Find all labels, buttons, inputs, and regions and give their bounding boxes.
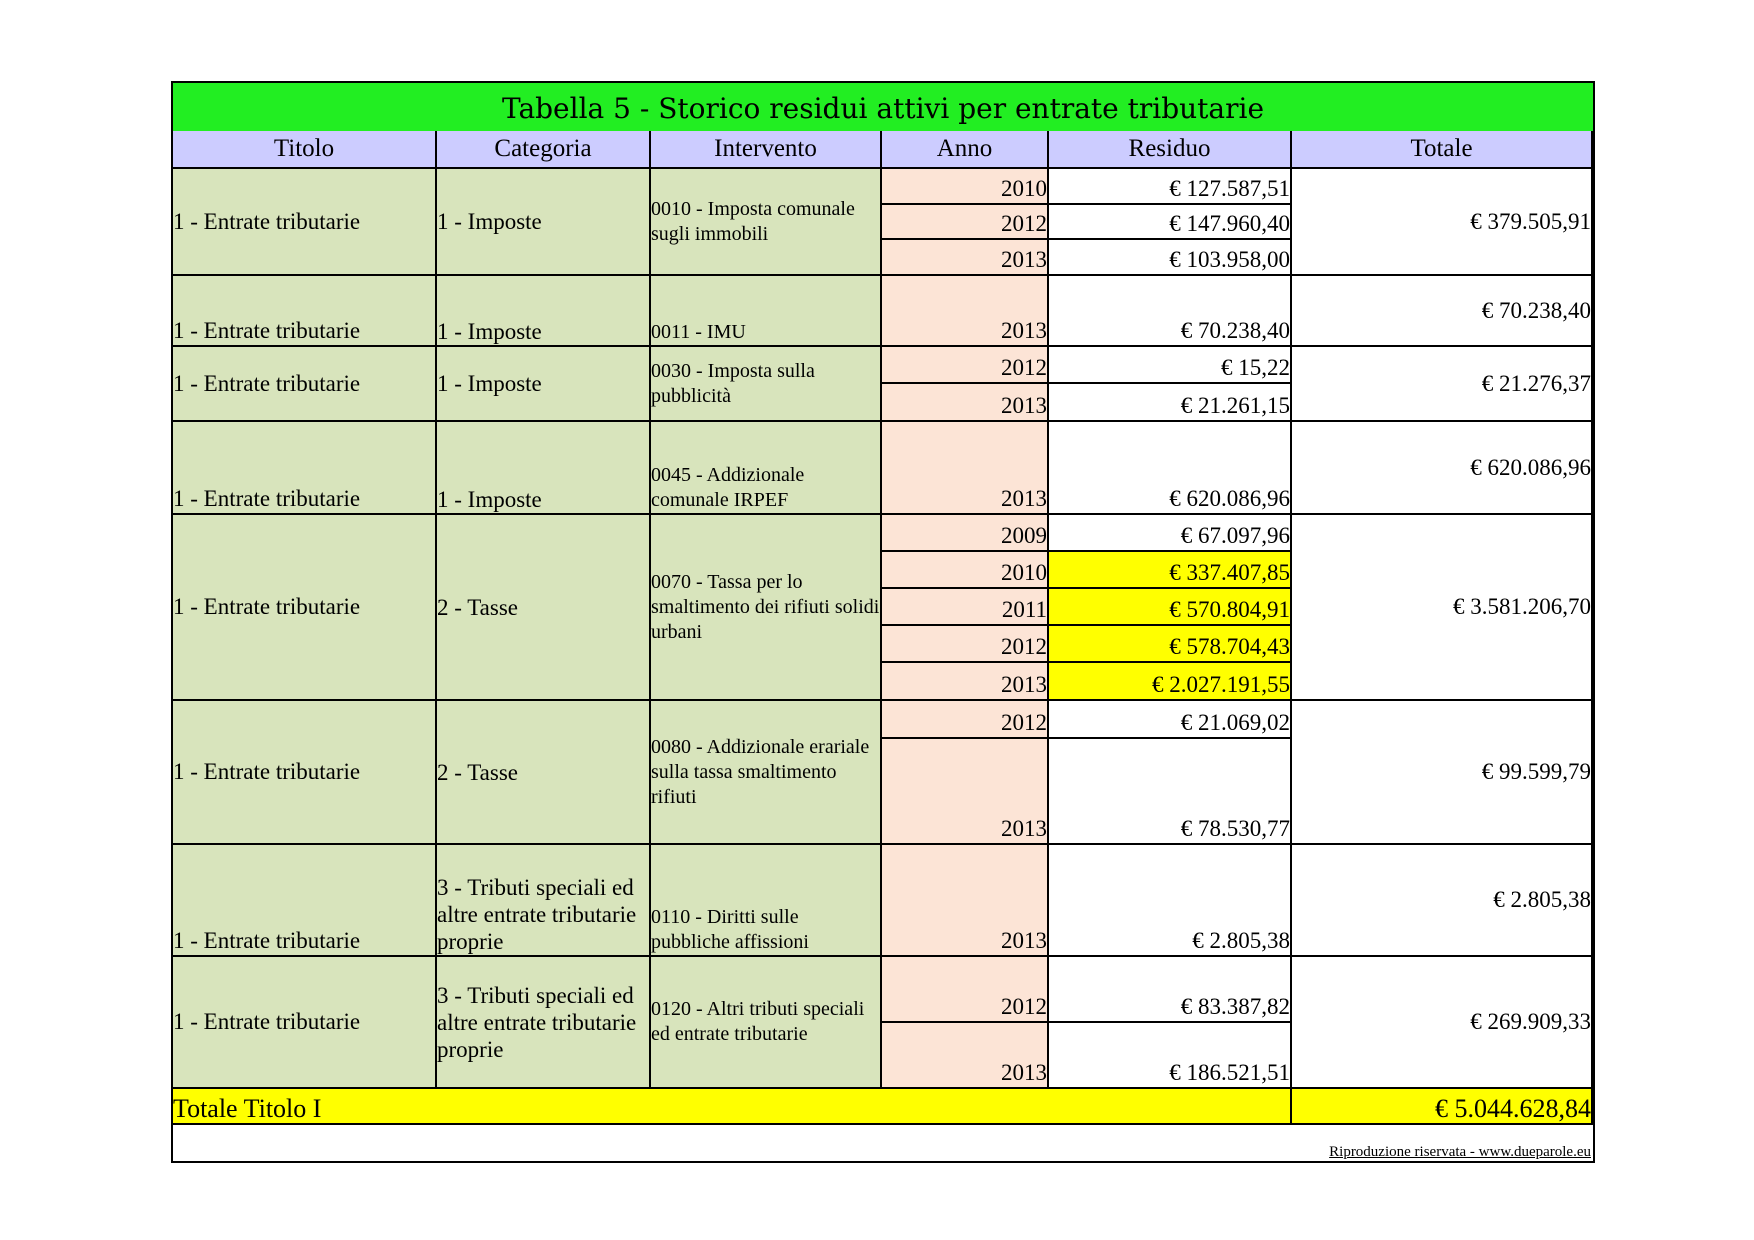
cell-titolo bbox=[173, 845, 437, 957]
cell-anno bbox=[882, 384, 1049, 422]
cell-residuo-text: € 21.261,15 bbox=[1180, 393, 1290, 418]
cell-titolo-text: 1 - Entrate tributarie bbox=[173, 370, 361, 396]
cell-anno bbox=[882, 552, 1049, 589]
cell-intervento bbox=[651, 347, 882, 422]
cell-anno-text: 2013 bbox=[1001, 928, 1047, 953]
column-header-titolo bbox=[173, 131, 437, 169]
cell-intervento-text: 0110 - Diritti sulle pubbliche affissioni bbox=[651, 906, 809, 953]
cell-categoria bbox=[437, 957, 651, 1089]
cell-anno bbox=[882, 422, 1049, 515]
cell-residuo-text: € 2.805,38 bbox=[1192, 928, 1290, 953]
cell-anno-text: 2012 bbox=[1001, 710, 1047, 735]
cell-residuo-text: € 147.960,40 bbox=[1169, 211, 1290, 236]
cell-anno bbox=[882, 845, 1049, 957]
cell-titolo-text: 1 - Entrate tributarie bbox=[173, 594, 361, 619]
total-label-text: Totale Titolo I bbox=[173, 1094, 322, 1123]
column-header-intervento-text: Intervento bbox=[714, 135, 817, 162]
cell-residuo bbox=[1049, 739, 1292, 845]
cell-categoria-text: 3 - Tributi speciali ed altre entrate tributarie proprie bbox=[437, 875, 637, 954]
cell-residuo bbox=[1049, 589, 1292, 626]
cell-residuo-text: € 578.704,43 bbox=[1169, 634, 1290, 659]
column-header-intervento bbox=[651, 131, 882, 169]
cell-titolo bbox=[173, 422, 437, 515]
cell-anno-text: 2010 bbox=[1001, 560, 1047, 585]
cell-totale bbox=[1292, 347, 1593, 422]
table-sheet bbox=[171, 81, 1595, 1163]
cell-anno-text: 2010 bbox=[1001, 176, 1047, 201]
table-title: Tabella 5 - Storico residui attivi per entrate tributarie bbox=[173, 83, 1593, 135]
cell-anno bbox=[882, 701, 1049, 739]
cell-titolo bbox=[173, 701, 437, 845]
cell-anno-text: 2013 bbox=[1001, 672, 1047, 697]
total-label bbox=[173, 1089, 1292, 1125]
cell-titolo-text: 1 - Entrate tributarie bbox=[173, 1009, 361, 1034]
total-value-text: € 5.044.628,84 bbox=[1435, 1094, 1591, 1123]
cell-totale-text: € 379.505,91 bbox=[1470, 208, 1591, 234]
cell-intervento-text: 0120 - Altri tributi speciali ed entrate tributarie bbox=[651, 998, 865, 1045]
cell-residuo-text: € 103.958,00 bbox=[1169, 247, 1290, 272]
cell-categoria-text: 2 - Tasse bbox=[437, 594, 519, 620]
cell-intervento bbox=[651, 845, 882, 957]
cell-residuo-text: € 15,22 bbox=[1221, 355, 1290, 380]
cell-anno bbox=[882, 739, 1049, 845]
cell-intervento-text: 0070 - Tassa per lo smaltimento dei rifiuti solidi urbani bbox=[651, 570, 880, 643]
cell-anno bbox=[882, 589, 1049, 626]
cell-anno-text: 2012 bbox=[1001, 211, 1047, 236]
cell-totale-text: € 2.805,38 bbox=[1493, 887, 1591, 912]
cell-residuo-text: € 2.027.191,55 bbox=[1152, 672, 1290, 697]
cell-residuo bbox=[1049, 276, 1292, 347]
cell-titolo bbox=[173, 276, 437, 347]
cell-totale-text: € 269.909,33 bbox=[1470, 1009, 1591, 1034]
cell-categoria bbox=[437, 347, 651, 422]
column-header-categoria bbox=[437, 131, 651, 169]
cell-anno bbox=[882, 276, 1049, 347]
cell-anno bbox=[882, 347, 1049, 384]
footer-row bbox=[173, 1123, 1593, 1161]
cell-intervento bbox=[651, 276, 882, 347]
cell-residuo bbox=[1049, 347, 1292, 384]
cell-intervento-text: 0045 - Addizionale comunale IRPEF bbox=[651, 464, 805, 511]
cell-intervento bbox=[651, 957, 882, 1089]
cell-categoria bbox=[437, 276, 651, 347]
cell-intervento-text: 0030 - Imposta sulla pubblicità bbox=[651, 359, 815, 407]
cell-anno-text: 2013 bbox=[1001, 247, 1047, 272]
cell-anno bbox=[882, 626, 1049, 663]
cell-totale bbox=[1292, 515, 1593, 701]
cell-residuo bbox=[1049, 205, 1292, 240]
column-header-residuo-text: Residuo bbox=[1128, 135, 1211, 162]
cell-titolo bbox=[173, 957, 437, 1089]
cell-totale-text: € 3.581.206,70 bbox=[1453, 594, 1591, 619]
cell-residuo-text: € 570.804,91 bbox=[1169, 597, 1290, 622]
cell-anno-text: 2012 bbox=[1001, 355, 1047, 380]
cell-categoria-text: 1 - Imposte bbox=[437, 487, 542, 512]
cell-titolo bbox=[173, 347, 437, 422]
cell-residuo bbox=[1049, 515, 1292, 552]
cell-categoria-text: 2 - Tasse bbox=[437, 759, 519, 785]
column-header-residuo bbox=[1049, 131, 1292, 169]
column-header-categoria-text: Categoria bbox=[494, 135, 592, 162]
cell-residuo-text: € 83.387,82 bbox=[1180, 994, 1290, 1019]
cell-categoria-text: 1 - Imposte bbox=[437, 371, 542, 396]
cell-categoria bbox=[437, 515, 651, 701]
cell-intervento-text: 0080 - Addizionale erariale sulla tassa smaltimento rifiuti bbox=[651, 735, 870, 808]
cell-residuo-text: € 67.097,96 bbox=[1180, 523, 1290, 548]
cell-residuo bbox=[1049, 169, 1292, 205]
total-value bbox=[1292, 1089, 1593, 1125]
cell-residuo-text: € 186.521,51 bbox=[1169, 1060, 1290, 1085]
column-header-totale bbox=[1292, 131, 1593, 169]
cell-totale-text: € 70.238,40 bbox=[1481, 297, 1591, 323]
cell-residuo bbox=[1049, 957, 1292, 1023]
column-header-totale-text: Totale bbox=[1410, 135, 1473, 162]
cell-intervento bbox=[651, 169, 882, 276]
cell-totale bbox=[1292, 957, 1593, 1089]
cell-residuo-text: € 21.069,02 bbox=[1180, 710, 1290, 735]
cell-anno-text: 2011 bbox=[1001, 597, 1047, 622]
cell-titolo-text: 1 - Entrate tributarie bbox=[173, 486, 361, 511]
cell-residuo bbox=[1049, 422, 1292, 515]
footer-note: Riproduzione riservata - www.dueparole.eu bbox=[1329, 1144, 1591, 1160]
column-header-anno-text: Anno bbox=[936, 135, 993, 162]
cell-anno bbox=[882, 663, 1049, 701]
cell-totale bbox=[1292, 276, 1593, 347]
cell-intervento bbox=[651, 422, 882, 515]
cell-residuo bbox=[1049, 240, 1292, 276]
cell-intervento bbox=[651, 701, 882, 845]
cell-intervento-text: 0011 - IMU bbox=[651, 321, 746, 343]
cell-categoria-text: 1 - Imposte bbox=[437, 319, 542, 344]
cell-titolo bbox=[173, 169, 437, 276]
cell-titolo-text: 1 - Entrate tributarie bbox=[173, 759, 361, 784]
cell-categoria bbox=[437, 169, 651, 276]
cell-residuo bbox=[1049, 384, 1292, 422]
cell-anno bbox=[882, 515, 1049, 552]
cell-residuo bbox=[1049, 845, 1292, 957]
cell-residuo-text: € 620.086,96 bbox=[1169, 486, 1290, 511]
cell-anno-text: 2012 bbox=[1001, 994, 1047, 1019]
cell-totale-text: € 99.599,79 bbox=[1481, 759, 1591, 784]
cell-anno bbox=[882, 957, 1049, 1023]
cell-totale bbox=[1292, 422, 1593, 515]
cell-anno-text: 2013 bbox=[1001, 393, 1047, 418]
cell-titolo bbox=[173, 515, 437, 701]
cell-residuo bbox=[1049, 552, 1292, 589]
cell-residuo-text: € 337.407,85 bbox=[1169, 560, 1290, 585]
cell-anno-text: 2013 bbox=[1001, 1060, 1047, 1085]
cell-totale-text: € 21.276,37 bbox=[1481, 370, 1591, 396]
cell-categoria bbox=[437, 422, 651, 515]
cell-totale bbox=[1292, 701, 1593, 845]
cell-totale-text: € 620.086,96 bbox=[1470, 454, 1591, 480]
cell-residuo-text: € 127.587,51 bbox=[1169, 176, 1290, 201]
cell-totale bbox=[1292, 169, 1593, 276]
cell-anno-text: 2012 bbox=[1001, 634, 1047, 659]
cell-anno bbox=[882, 1023, 1049, 1089]
cell-residuo-text: € 70.238,40 bbox=[1180, 318, 1290, 343]
cell-titolo-text: 1 - Entrate tributarie bbox=[173, 208, 361, 234]
cell-residuo bbox=[1049, 663, 1292, 701]
cell-titolo-text: 1 - Entrate tributarie bbox=[173, 928, 361, 953]
cell-residuo bbox=[1049, 1023, 1292, 1089]
cell-anno-text: 2013 bbox=[1001, 816, 1047, 841]
cell-anno-text: 2013 bbox=[1001, 486, 1047, 511]
cell-categoria-text: 1 - Imposte bbox=[437, 209, 542, 234]
cell-intervento bbox=[651, 515, 882, 701]
cell-categoria bbox=[437, 701, 651, 845]
column-header-titolo-text: Titolo bbox=[273, 135, 335, 162]
cell-titolo-text: 1 - Entrate tributarie bbox=[173, 318, 361, 343]
cell-anno bbox=[882, 169, 1049, 205]
cell-residuo-text: € 78.530,77 bbox=[1180, 816, 1290, 841]
cell-categoria-text: 3 - Tributi speciali ed altre entrate tributarie proprie bbox=[437, 982, 637, 1062]
cell-residuo bbox=[1049, 626, 1292, 663]
cell-totale bbox=[1292, 845, 1593, 957]
cell-anno-text: 2013 bbox=[1001, 318, 1047, 343]
cell-anno-text: 2009 bbox=[1001, 523, 1047, 548]
cell-anno bbox=[882, 240, 1049, 276]
cell-anno bbox=[882, 205, 1049, 240]
column-header-anno bbox=[882, 131, 1049, 169]
cell-intervento-text: 0010 - Imposta comunale sugli immobili bbox=[651, 197, 855, 245]
cell-residuo bbox=[1049, 701, 1292, 739]
cell-categoria bbox=[437, 845, 651, 957]
